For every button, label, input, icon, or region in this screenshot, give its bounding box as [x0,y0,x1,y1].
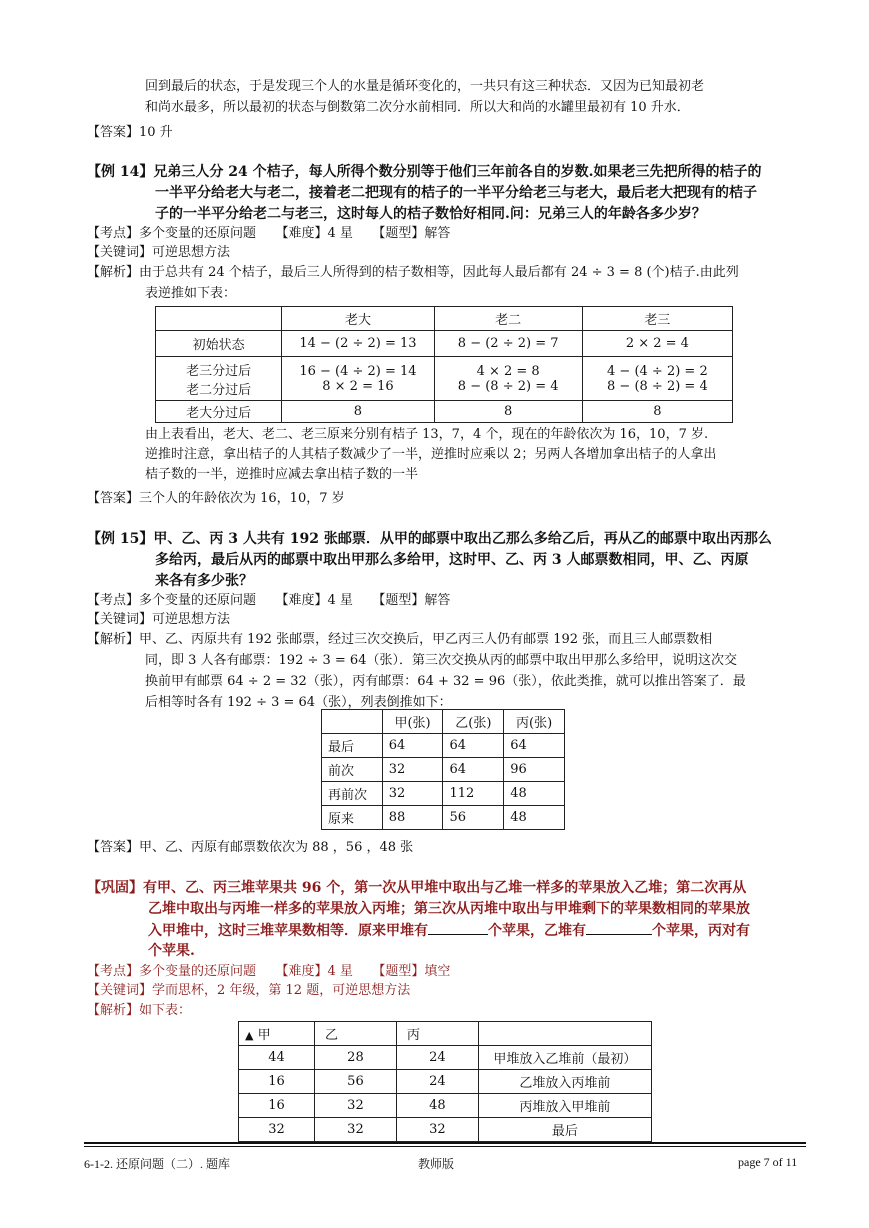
table-cell-line: 8 − (8 ÷ 2) = 4 [607,378,708,394]
ex15-meta: 【考点】多个变量的还原问题 【难度】4 星 【题型】解答 [87,593,451,608]
table-cell: 56 [315,1070,397,1094]
table-header-cell [239,1022,315,1046]
ex15-question-1: 【例 15】甲、乙、丙 3 人共有 192 张邮票．从甲的邮票中取出乙那么多给乙后，再从乙的邮票中取出丙那么 [87,531,772,547]
table-cell: 最后 [322,734,383,758]
table-row [322,806,565,830]
footer-rule-thick [84,1142,806,1144]
intro-answer: 【答案】10 升 [87,125,173,140]
table-cell: 16 [239,1070,315,1094]
table-cell: 初始状态 [156,331,282,357]
consolidate-q3-part-c: 个苹果，丙对有 [652,923,750,939]
ex14-analysis-2: 表逆推如下表： [145,286,237,301]
ex15-question-3: 来各有多少张？ [155,573,253,589]
table-cell-line: 老二分过后 [186,382,252,398]
arrow-up-icon: ▲ [245,1029,254,1042]
ex14-after-1: 由上表看出，老大、老二、老三原来分别有桔子 13，7，4 个，现在的年龄依次为 16，10，7 岁. [145,427,709,442]
ex14-after-2: 逆推时注意，拿出桔子的人其桔子数减少了一半，逆推时应乘以 2；另两人各增加拿出桔子的人拿出 [145,447,717,462]
table-header-cell: 老二 [434,307,582,331]
table-cell: 原来 [322,806,383,830]
table-cell: 32 [315,1118,397,1142]
table-row [239,1094,652,1118]
ex15-question-2: 多给丙，最后从丙的邮票中取出甲那么多给甲，这时甲、乙、丙 3 人邮票数相同，甲、乙、丙原 [155,552,749,568]
table-cell: 24 [396,1070,478,1094]
ex14-question-3: 子的一半平分给老二与老三，这时每人的桔子数恰好相同.问：兄弟三人的年龄各多少岁？ [155,206,706,222]
answer-blank-yi[interactable] [586,920,652,935]
table-row [322,782,565,806]
table-cell: 32 [382,782,443,806]
consolidate-question-1: 【巩固】有甲、乙、丙三堆苹果共 96 个，第一次从甲堆中取出与乙堆一样多的苹果放入乙堆；第二次再从 [87,880,747,896]
table-header-cell: 甲(张) [382,710,443,734]
table-cell: 最后 [478,1118,651,1142]
table-cell [434,357,582,401]
table-cell: 64 [443,734,504,758]
table-header-cell [478,1022,651,1046]
ex14-analysis-1: 【解析】由于总共有 24 个桔子，最后三人所得到的桔子数相等，因此每人最后都有 24 ÷ 3 = 8 (个)桔子.由此列 [87,265,739,280]
table-cell: 48 [396,1094,478,1118]
ex14-question-2: 一半平分给老大与老二，接着老二把现有的桔子的一半平分给老三与老大，最后老大把现有的桔子 [155,185,757,201]
ex15-analysis-1: 【解析】甲、乙、丙原共有 192 张邮票，经过三次交换后，甲乙丙三人仍有邮票 192 张，而且三人邮票数相 [87,632,713,647]
ex15-analysis-3: 换前甲有邮票 64 ÷ 2 = 32（张），丙有邮票：64 + 32 = 96（张），依此类推，就可以推出答案了．最 [145,674,746,689]
table-row [239,1118,652,1142]
ex15-analysis-2: 同，即 3 人各有邮票：192 ÷ 3 = 64（张）．第三次交换从丙的邮票中取出甲那么多给甲，说明这次交 [145,653,737,668]
footer-left: 6-1-2. 还原问题（二）. 题库 [84,1157,230,1171]
table-cell: 8 [434,401,582,423]
table-header-cell: 老三 [582,307,732,331]
table-cell: 乙堆放入丙堆前 [478,1070,651,1094]
table-header-cell: 丙(张) [504,710,565,734]
table-cell: 44 [239,1046,315,1070]
ex14-keywords: 【关键词】可逆思想方法 [87,245,231,260]
table-cell: 32 [239,1118,315,1142]
ex14-table [155,306,733,423]
ex15-answer: 【答案】甲、乙、丙原有邮票数依次为 88 ，56 ，48 张 [87,840,414,855]
table-cell: 8 [582,401,732,423]
answer-blank-jia[interactable] [428,920,488,935]
table-cell: 64 [382,734,443,758]
table-cell: 28 [315,1046,397,1070]
table-cell-line: 老三分过后 [186,363,252,379]
table-cell: 14 − (2 ÷ 2) = 13 [282,331,434,357]
table-cell: 32 [382,758,443,782]
table-header-label: 甲 [257,1028,271,1043]
intro-line-2: 和尚水最多，所以最初的状态与倒数第二次分水前相同．所以大和尚的水罐里最初有 10 升水． [145,100,690,115]
footer-rule-thin [84,1146,806,1147]
consolidate-analysis: 【解析】如下表： [87,1003,192,1018]
ex14-after-3: 桔子数的一半，逆推时应减去拿出桔子数的一半 [145,467,419,482]
consolidate-keywords: 【关键词】学而思杯，2 年级，第 12 题，可逆思想方法 [87,983,411,998]
table-row [239,1070,652,1094]
table-row [322,734,565,758]
table-row [239,1046,652,1070]
table-cell: 2 × 2 = 4 [582,331,732,357]
table-cell: 64 [443,758,504,782]
table-cell: 96 [504,758,565,782]
table-header-cell: 乙(张) [443,710,504,734]
table-cell: 88 [382,806,443,830]
consolidate-question-4: 个苹果. [148,943,195,959]
table-cell: 8 [282,401,434,423]
table-header-cell [156,307,282,331]
table-cell [156,357,282,401]
ex14-meta: 【考点】多个变量的还原问题 【难度】4 星 【题型】解答 [87,226,451,241]
ex14-answer: 【答案】三个人的年龄依次为 16，10，7 岁 [87,491,345,506]
table-cell-line: 8 − (8 ÷ 2) = 4 [457,378,559,394]
consolidate-question-3 [148,920,750,941]
table-cell-line: 8 × 2 = 16 [322,378,394,394]
consolidate-question-2: 乙堆中取出与丙堆一样多的苹果放入丙堆；第三次从丙堆中取出与甲堆剩下的苹果数相同的苹果放 [148,901,750,917]
consolidate-q3-part-b: 个苹果，乙堆有 [488,923,586,939]
ex15-keywords: 【关键词】可逆思想方法 [87,612,231,627]
consolidate-table [238,1021,652,1142]
table-cell-line: 4 − (4 ÷ 2) = 2 [607,363,708,379]
table-cell-line: 4 × 2 = 8 [476,363,540,379]
consolidate-q3-part-a: 入甲堆中，这时三堆苹果数相等．原来甲堆有 [148,923,428,939]
table-header-cell: 乙 [315,1022,397,1046]
table-cell: 丙堆放入甲堆前 [478,1094,651,1118]
intro-line-1: 回到最后的状态，于是发现三个人的水量是循环变化的，一共只有这三种状态．又因为已知最初老 [145,79,705,94]
table-cell: 56 [443,806,504,830]
table-header-cell: 丙 [396,1022,478,1046]
ex15-table [321,709,565,830]
ex14-question-1: 【例 14】兄弟三人分 24 个桔子，每人所得个数分别等于他们三年前各自的岁数.如果老三先把所得的桔子的 [87,164,762,180]
table-header-cell: 老大 [282,307,434,331]
table-cell: 8 − (2 ÷ 2) = 7 [434,331,582,357]
table-cell [582,357,732,401]
table-cell: 112 [443,782,504,806]
table-cell [282,357,434,401]
table-cell: 48 [504,782,565,806]
table-cell: 32 [396,1118,478,1142]
footer-page-number: page 7 of 11 [738,1155,798,1169]
ex15-analysis-4: 后相等时各有 192 ÷ 3 = 64（张），列表倒推如下： [145,695,452,710]
table-cell: 24 [396,1046,478,1070]
table-row [322,758,565,782]
table-cell: 64 [504,734,565,758]
table-cell: 再前次 [322,782,383,806]
table-header-cell [322,710,383,734]
footer-center: 教师版 [418,1157,455,1171]
table-cell-line: 16 − (4 ÷ 2) = 14 [299,363,417,379]
consolidate-meta: 【考点】多个变量的还原问题 【难度】4 星 【题型】填空 [87,964,451,979]
table-cell: 48 [504,806,565,830]
table-cell: 16 [239,1094,315,1118]
table-cell: 32 [315,1094,397,1118]
table-cell: 老大分过后 [156,401,282,423]
table-cell: 甲堆放入乙堆前（最初） [478,1046,651,1070]
table-cell: 前次 [322,758,383,782]
